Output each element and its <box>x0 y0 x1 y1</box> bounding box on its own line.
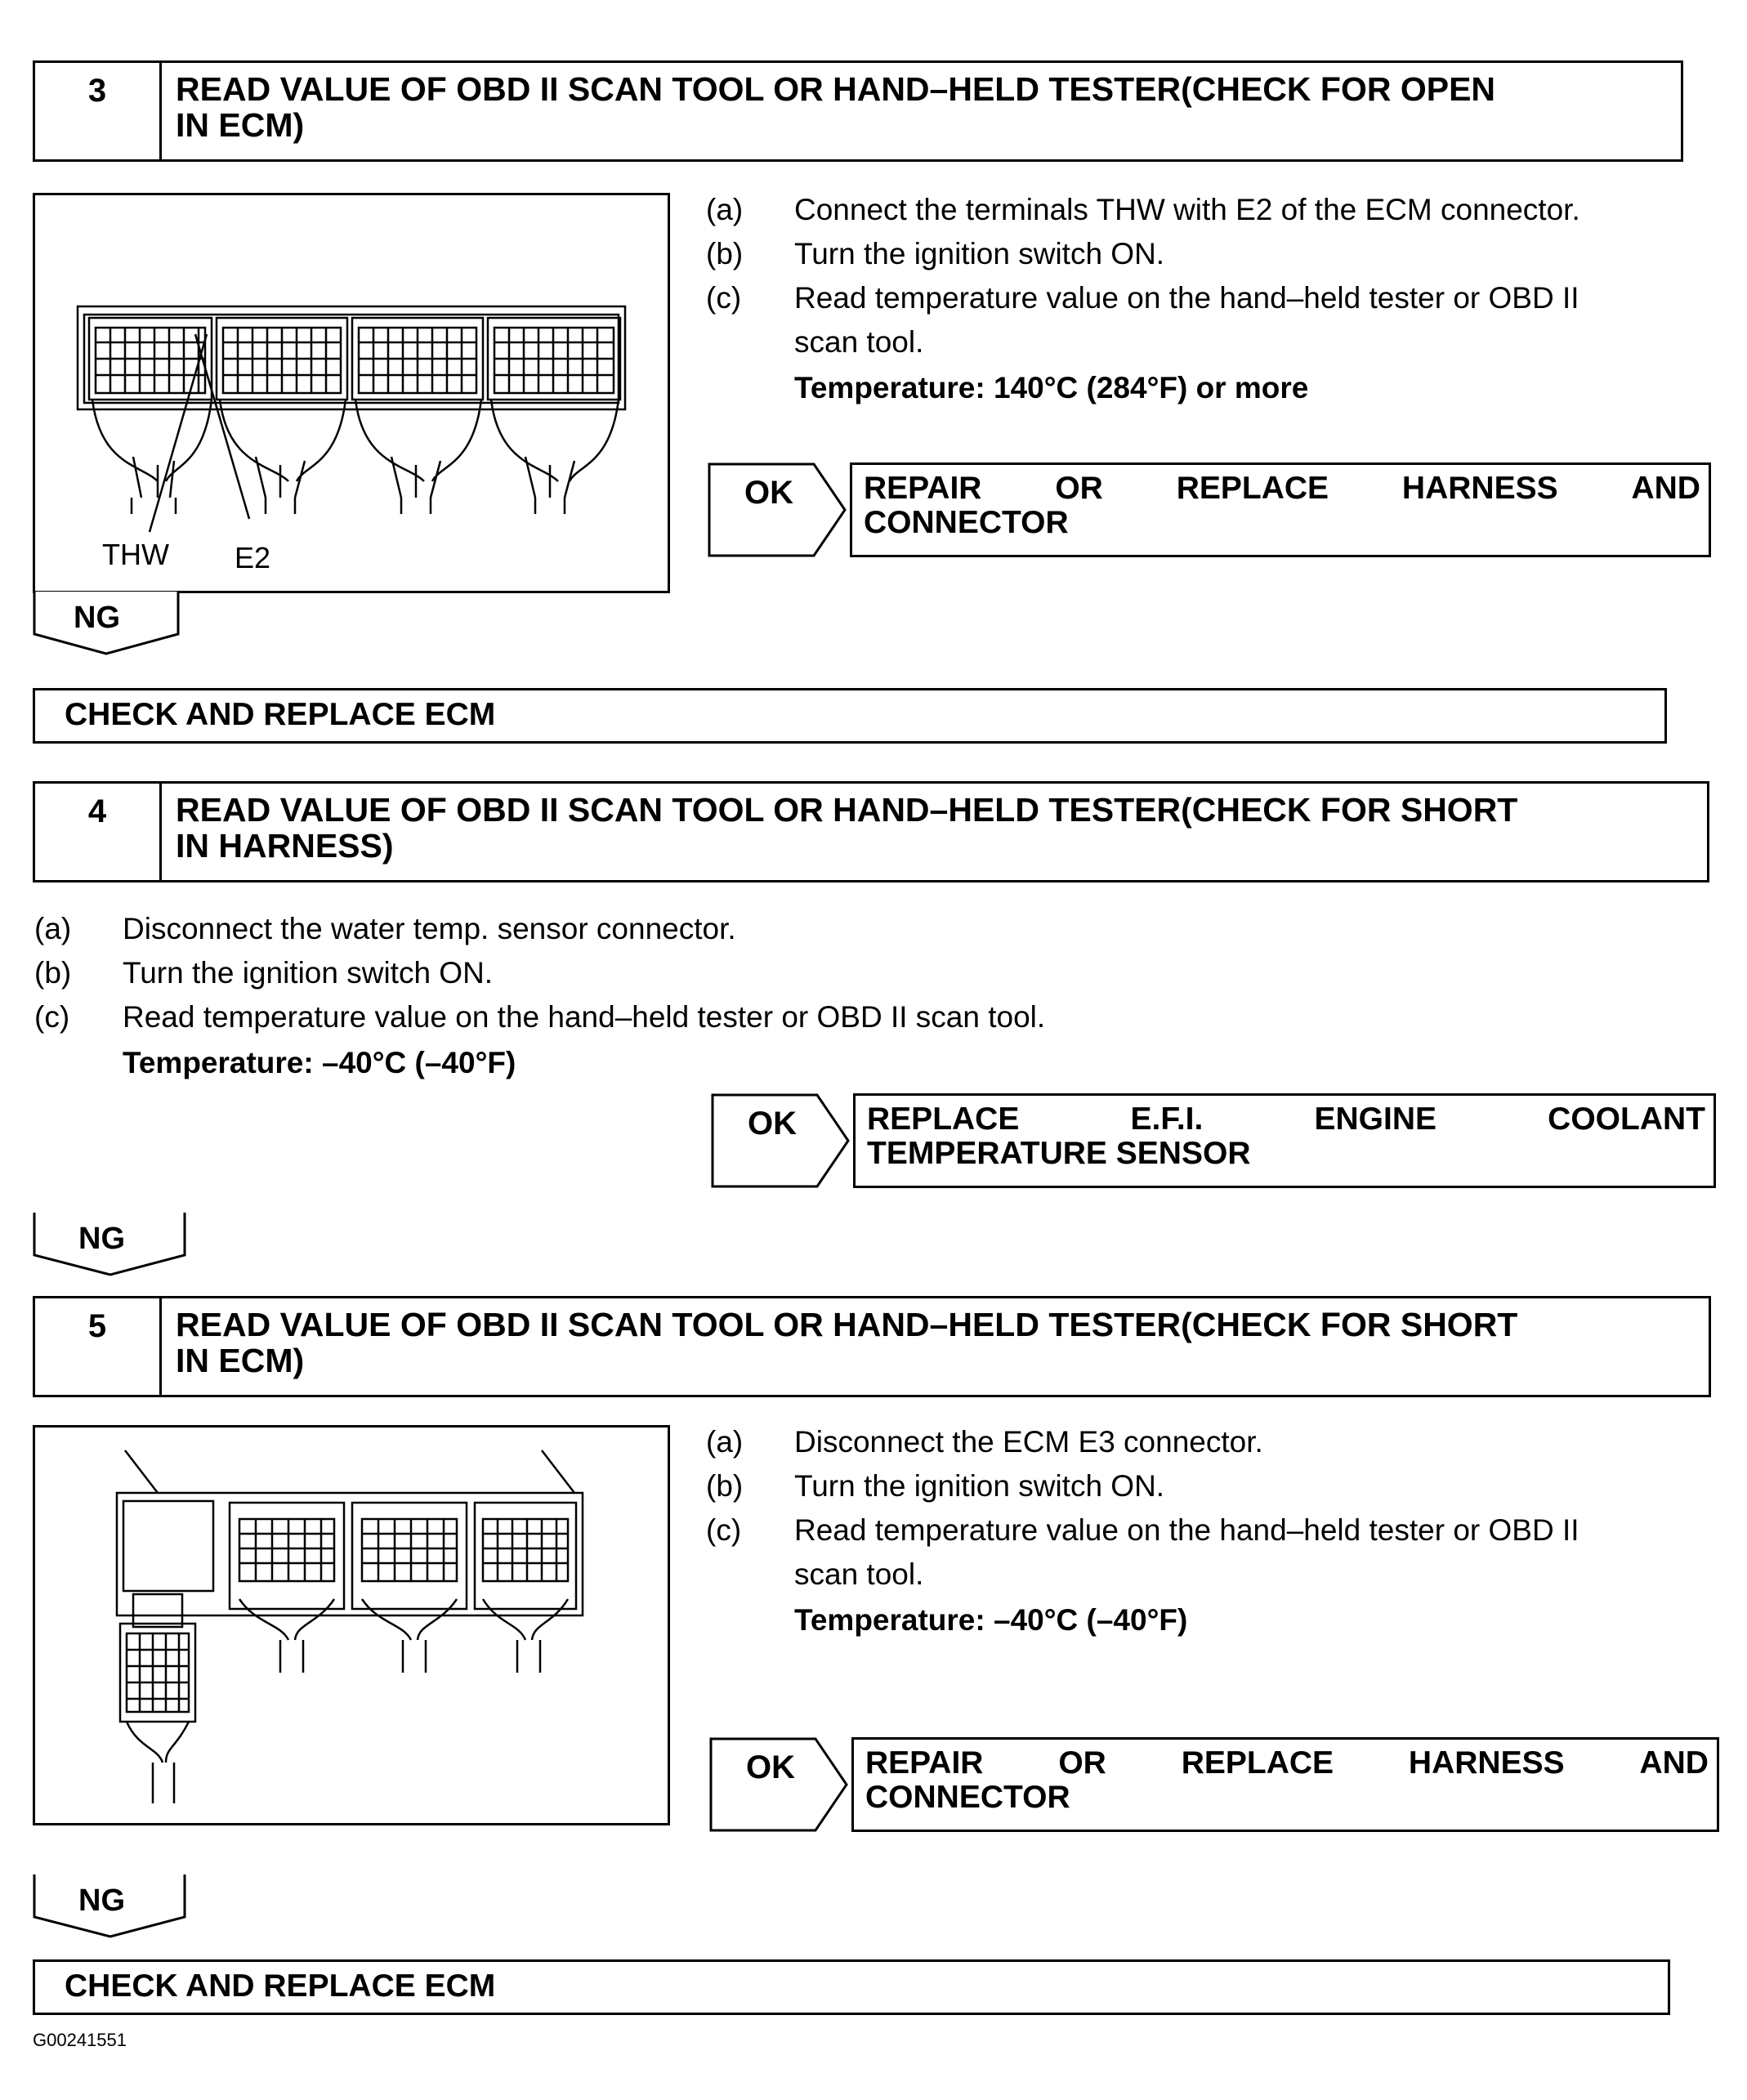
step5-ng-tab <box>33 1874 188 1940</box>
step3-ok-word-4: HARNESS <box>1401 471 1558 506</box>
step5-title-line1: READ VALUE OF OBD II SCAN TOOL OR HAND–HELD TESTER(CHECK FOR SHORT <box>176 1306 1518 1343</box>
step5-figure <box>33 1425 670 1825</box>
thw-label: THW <box>102 538 169 571</box>
step3-item-a-letter: (a) <box>706 193 744 226</box>
step4-ok-word-1: REPLACE <box>867 1101 1020 1137</box>
step3-item-c-cont: scan tool. <box>794 325 924 359</box>
ecm-e3-connector <box>120 1594 195 1803</box>
step4-ok-result-line2: TEMPERATURE SENSOR <box>867 1136 1251 1171</box>
ecm-connector-b <box>352 1503 467 1673</box>
step5-item-b-letter: (b) <box>706 1469 744 1503</box>
ecm-connector-a <box>230 1503 344 1673</box>
step3-figure <box>33 193 670 593</box>
step5-header <box>33 1296 1711 1397</box>
figure-id: G00241551 <box>33 2030 127 2050</box>
step3-ok-result-line2: CONNECTOR <box>864 505 1069 540</box>
ecm-connector-c <box>475 1503 576 1673</box>
step3-ok-result <box>850 462 1711 557</box>
step3-ok-arrow <box>708 462 855 557</box>
step5-ok-result-line2: CONNECTOR <box>865 1780 1070 1815</box>
step5-item-a-letter: (a) <box>706 1425 744 1459</box>
step3-ng-label: NG <box>74 601 120 635</box>
step4-ok-label: OK <box>748 1106 797 1142</box>
step5-item-c-text: Read temperature value on the hand–held tester or OBD II <box>794 1513 1579 1547</box>
ecm-e3-disconnected-diagram <box>35 1428 672 1828</box>
step5-ok-word-5: AND <box>1639 1745 1709 1781</box>
step5-ok-label: OK <box>746 1749 795 1785</box>
step4-spec: Temperature: –40°C (–40°F) <box>123 1046 516 1079</box>
step5-number: 5 <box>35 1298 162 1395</box>
step3-ok-label: OK <box>744 475 793 511</box>
step3-title-line1: READ VALUE OF OBD II SCAN TOOL OR HAND–HELD TESTER(CHECK FOR OPEN <box>176 70 1496 108</box>
step4-title-line1: READ VALUE OF OBD II SCAN TOOL OR HAND–HELD TESTER(CHECK FOR SHORT <box>176 791 1518 829</box>
step4-ok-arrow <box>711 1093 858 1188</box>
step4-ok-word-4: COOLANT <box>1548 1101 1705 1137</box>
step5-ok-word-2: OR <box>1058 1745 1106 1781</box>
step3-title <box>176 71 1669 143</box>
step5-spec: Temperature: –40°C (–40°F) <box>794 1603 1188 1637</box>
step4-title <box>176 792 1696 864</box>
step3-item-c-text: Read temperature value on the hand–held tester or OBD II <box>794 281 1579 315</box>
step3-ng-result: CHECK AND REPLACE ECM <box>33 688 1667 744</box>
step4-ok-result <box>853 1093 1716 1188</box>
step3-ok-word-1: REPAIR <box>864 471 982 506</box>
step4-ok-word-3: ENGINE <box>1314 1101 1437 1137</box>
step3-spec: Temperature: 140°C (284°F) or more <box>794 371 1309 404</box>
step5-ok-word-4: HARNESS <box>1408 1745 1565 1781</box>
step5-ok-arrow <box>709 1737 856 1832</box>
step4-ng-label: NG <box>78 1222 125 1256</box>
step4-item-b-text: Turn the ignition switch ON. <box>123 956 494 990</box>
step5-ok-word-3: REPLACE <box>1181 1745 1334 1781</box>
step3-item-a-text: Connect the terminals THW with E2 of the ECM connector. <box>794 193 1580 226</box>
step3-ok-word-5: AND <box>1631 471 1700 506</box>
step3-ok-word-3: REPLACE <box>1176 471 1329 506</box>
step4-item-c-letter: (c) <box>34 1000 70 1034</box>
step3-item-c-letter: (c) <box>706 281 742 315</box>
step5-ok-result <box>851 1737 1719 1832</box>
step3-ng-tab <box>33 592 180 657</box>
step5-ng-label: NG <box>78 1883 125 1918</box>
step4-item-b-letter: (b) <box>34 956 72 990</box>
step5-item-c-cont: scan tool. <box>794 1557 924 1591</box>
step4-ok-word-2: E.F.I. <box>1130 1101 1204 1137</box>
step4-item-a-letter: (a) <box>34 912 72 945</box>
step5-item-a-text: Disconnect the ECM E3 connector. <box>794 1425 1263 1459</box>
step3-ok-word-2: OR <box>1055 471 1103 506</box>
connector-block-3 <box>352 318 483 481</box>
step4-item-c-text: Read temperature value on the hand–held tester or OBD II scan tool. <box>123 1000 1046 1034</box>
step4-title-line2: IN HARNESS) <box>176 827 394 865</box>
step4-number: 4 <box>35 784 162 880</box>
step5-title <box>176 1307 1697 1378</box>
step3-item-b-letter: (b) <box>706 237 744 270</box>
step3-item-b-text: Turn the ignition switch ON. <box>794 237 1165 270</box>
step5-item-b-text: Turn the ignition switch ON. <box>794 1469 1165 1503</box>
connector-block-1 <box>89 318 212 481</box>
step5-item-c-letter: (c) <box>706 1513 742 1547</box>
step5-title-line2: IN ECM) <box>176 1342 305 1379</box>
step4-item-a-text: Disconnect the water temp. sensor connector. <box>123 912 736 945</box>
step3-title-line2: IN ECM) <box>176 106 305 144</box>
ecm-connector-diagram <box>35 195 672 596</box>
step5-ng-result: CHECK AND REPLACE ECM <box>33 1959 1670 2015</box>
step3-number: 3 <box>35 63 162 159</box>
step4-ng-tab <box>33 1213 188 1278</box>
e2-label: E2 <box>235 541 271 574</box>
connector-block-4 <box>488 318 620 481</box>
step5-ok-word-1: REPAIR <box>865 1745 984 1781</box>
connector-block-2 <box>217 318 347 481</box>
step4-header <box>33 781 1709 882</box>
step3-header <box>33 60 1683 162</box>
